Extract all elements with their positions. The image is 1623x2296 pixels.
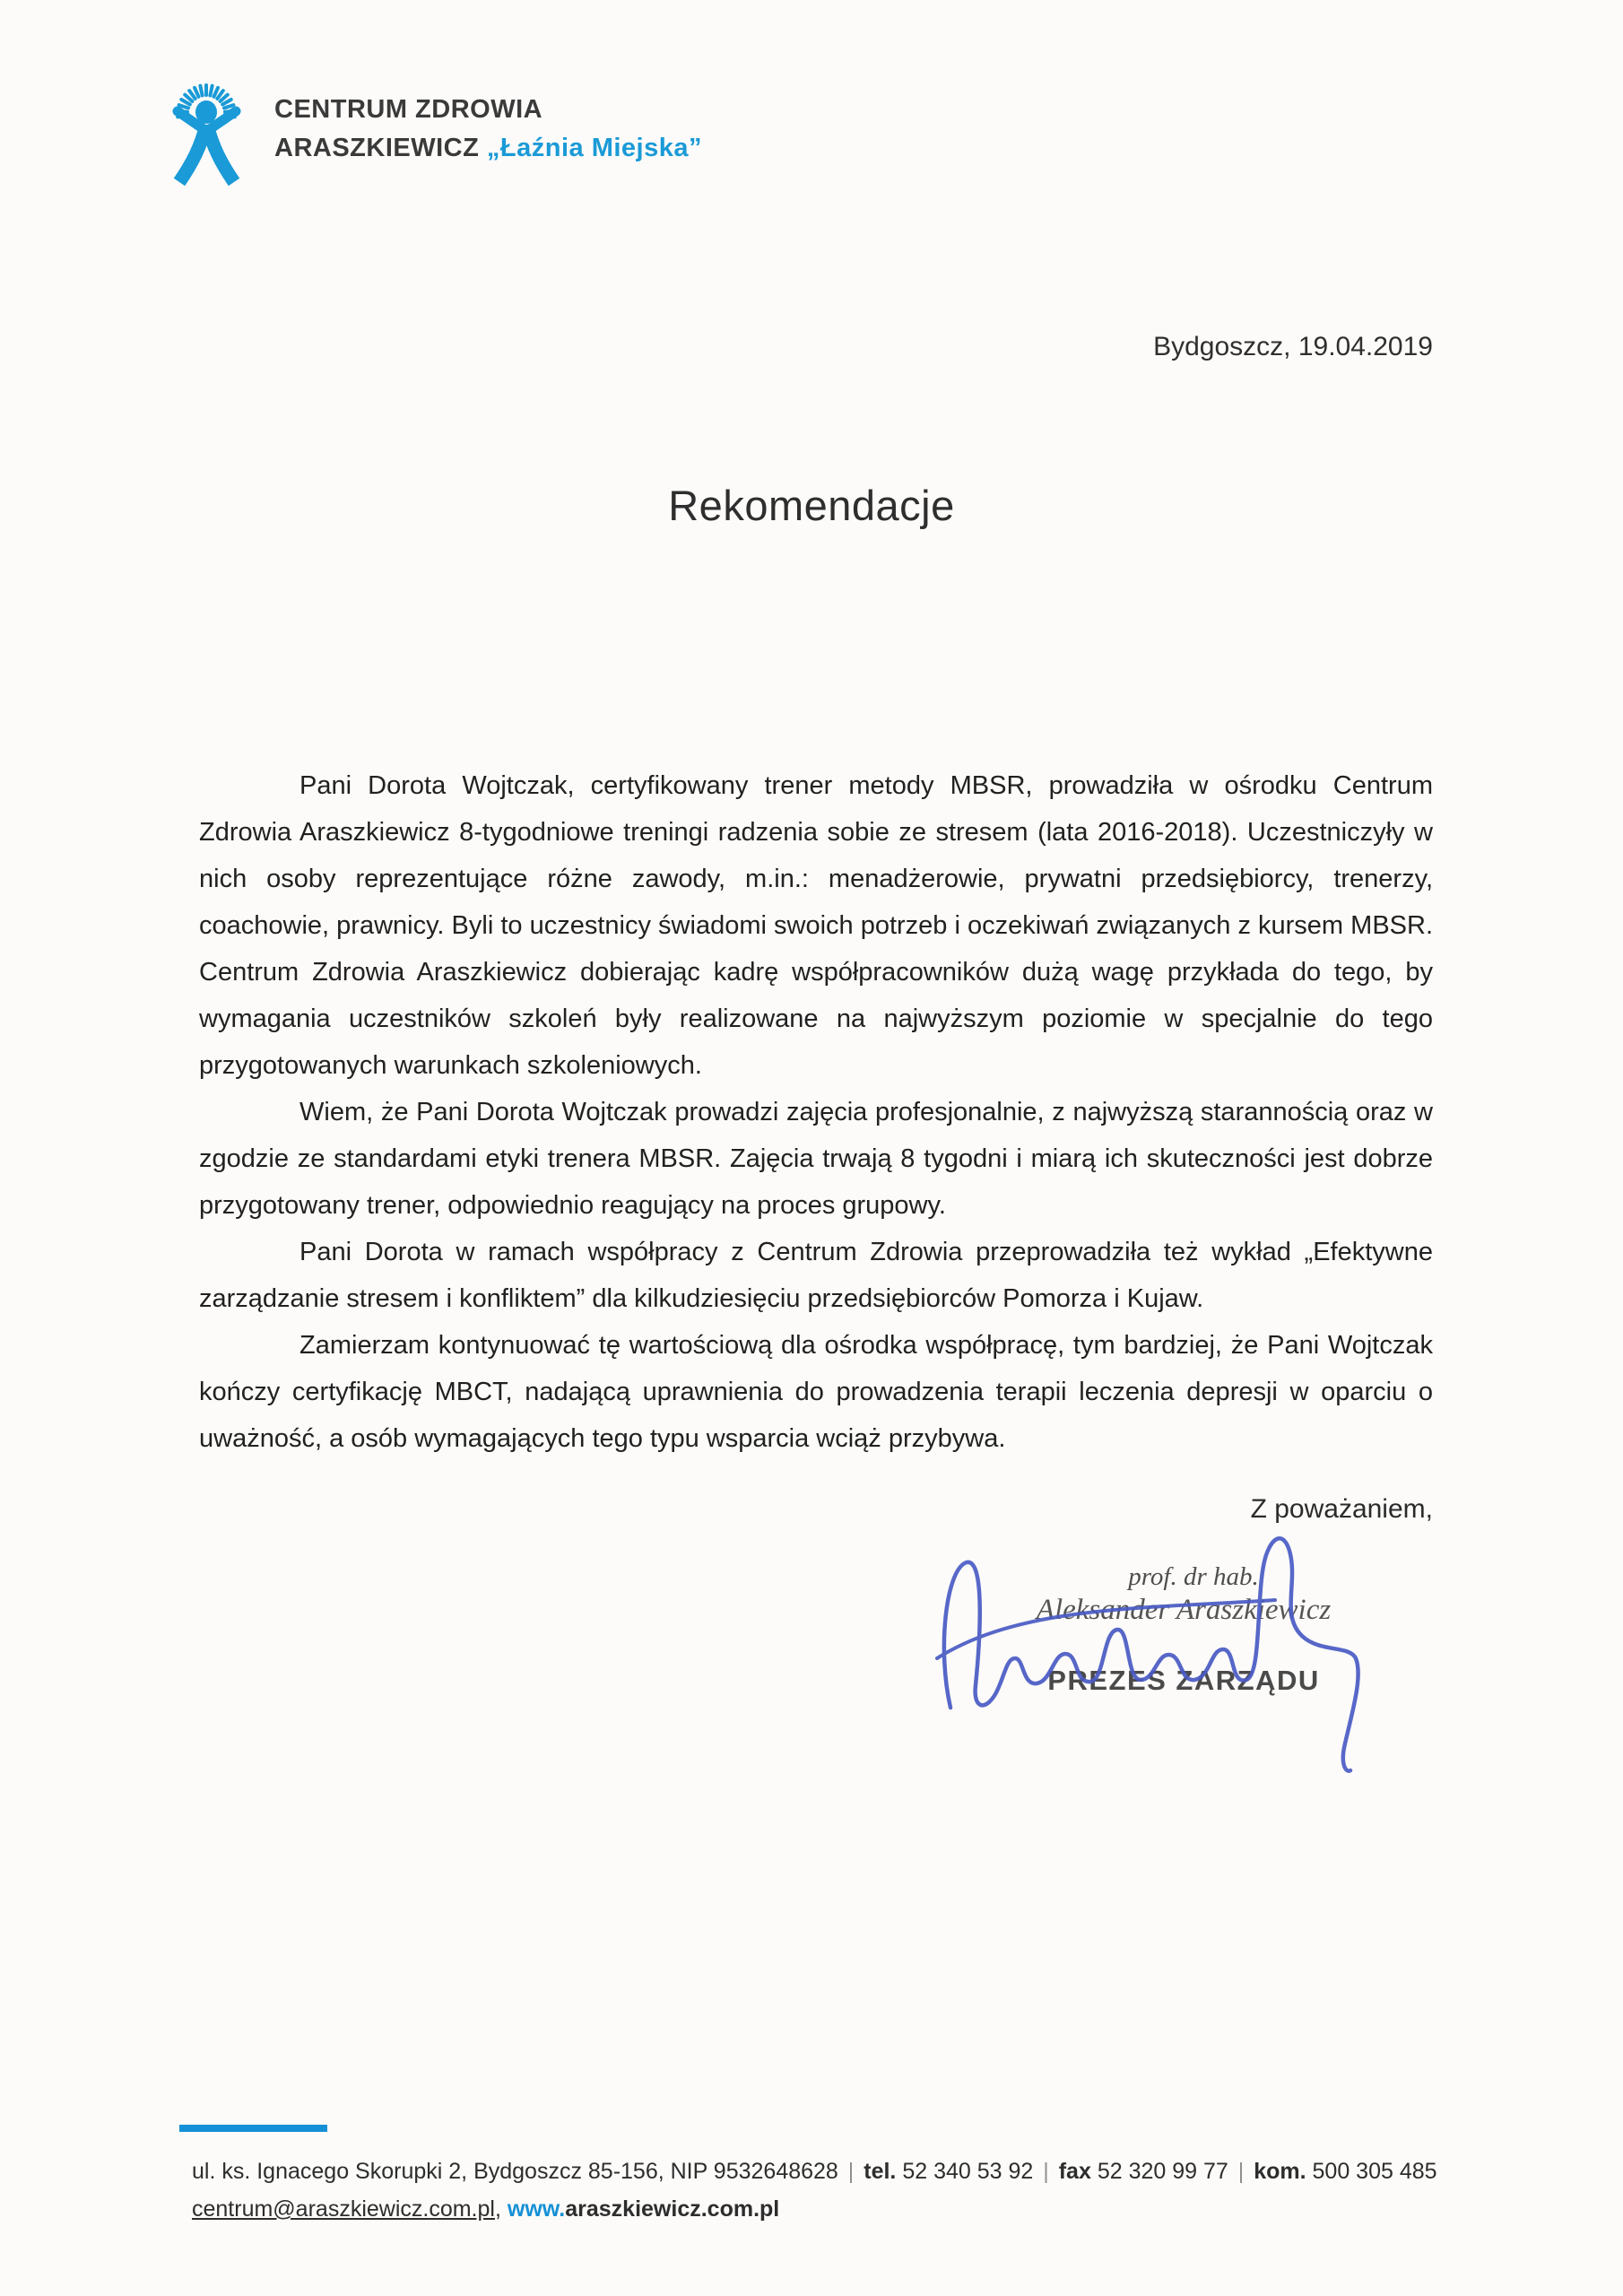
footer-separator: | bbox=[1043, 2159, 1049, 2184]
footer-separator: | bbox=[1237, 2159, 1245, 2184]
org-name-line2 bbox=[274, 129, 702, 168]
paragraph-4: Zamierzam kontynuować tę wartościową dla ośrodka współpracę, tym bardziej, że Pani Wojtczak kończy certyfikację MBCT, nadającą uprawnienia do prowadzenia terapii leczenia depresji w oparciu o uważność, a osób wymagających tego typu wsparcia wciąż przybywa. bbox=[199, 1331, 1433, 1453]
handwritten-signature-icon bbox=[897, 1528, 1399, 1797]
email-address: centrum@araszkiewicz.com.pl bbox=[192, 2196, 495, 2222]
website-domain: araszkiewicz.com.pl bbox=[565, 2196, 780, 2222]
org-name-line2-dark: ARASZKIEWICZ bbox=[274, 134, 480, 162]
health-center-logo-icon bbox=[142, 72, 272, 188]
org-name-line1: CENTRUM ZDROWIA bbox=[274, 95, 543, 124]
stamp-title: prof. dr hab. bbox=[1128, 1562, 1259, 1591]
letter-title: Rekomendacje bbox=[668, 482, 955, 529]
signer-role: PREZES ZARZĄDU bbox=[1047, 1665, 1320, 1696]
org-name-line2-blue: „Łaźnia Miejska” bbox=[486, 134, 702, 162]
paragraph-3: Pani Dorota w ramach współpracy z Centrum Zdrowia przeprowadziła też wykład „Efektywne zarządzanie stresem i konfliktem” dla kilkudziesięciu przedsiębiorców Pomorza i Kujaw. bbox=[199, 1238, 1433, 1313]
footer-fax-value: 52 320 99 77 bbox=[1097, 2159, 1228, 2184]
paragraph-1: Pani Dorota Wojtczak, certyfikowany trener metody MBSR, prowadziła w ośrodku Centrum Zdrowia Araszkiewicz 8-tygodniowe treningi radzenia sobie ze stresem (lata 2016-2018). Uczestniczyły w nich osoby reprezentujące różne zawody, m.in.: menadżerowie, prywatni przedsiębiorcy, trenerzy, coachowie, prawnicy. Byli to uczestnicy świadomi swoich potrzeb i oczekiwań związanych z kursem MBSR. Centrum Zdrowia Araszkiewicz dobierając kadrę współpracowników dużą wagę przykłada do tego, by wymagania uczestników szkoleń były realizowane na najwyższym poziomie w specjalnie do tego przygotowanych warunkach szkoleniowych. bbox=[199, 771, 1433, 1080]
footer-web-line bbox=[192, 2190, 1437, 2228]
footer-address: ul. ks. Ignacego Skorupki 2, Bydgoszcz 85-156, NIP 9532648628 bbox=[192, 2159, 838, 2184]
footer-fax-label: fax bbox=[1058, 2159, 1091, 2184]
footer-tel-label: tel. bbox=[864, 2159, 897, 2184]
stamp-name: Aleksander Araszkiewicz bbox=[1036, 1594, 1332, 1626]
footer-divider bbox=[179, 2125, 327, 2132]
footer bbox=[192, 2152, 1437, 2228]
footer-kom-label: kom. bbox=[1254, 2159, 1306, 2184]
org-name bbox=[274, 91, 702, 168]
footer-kom-value: 500 305 485 bbox=[1312, 2159, 1437, 2184]
footer-contact-line bbox=[192, 2152, 1437, 2190]
closing-phrase: Z poważaniem, bbox=[1250, 1494, 1433, 1524]
footer-tel-value: 52 340 53 92 bbox=[902, 2159, 1034, 2184]
letter-body bbox=[199, 762, 1433, 1840]
footer-comma: , bbox=[494, 2196, 501, 2222]
footer-separator: | bbox=[847, 2159, 855, 2184]
letter-date: Bydgoszcz, 19.04.2019 bbox=[1153, 332, 1433, 361]
paragraph-2: Wiem, że Pani Dorota Wojtczak prowadzi zajęcia profesjonalnie, z najwyższą starannością oraz w zgodzie ze standardami etyki trenera MBSR. Zajęcia trwają 8 tygodni i miarą ich skuteczności jest dobrze przygotowany trener, odpowiednio reagujący na proces grupowy. bbox=[199, 1098, 1433, 1220]
website-www-prefix: www. bbox=[507, 2196, 566, 2222]
signature-area bbox=[199, 1562, 1433, 1840]
